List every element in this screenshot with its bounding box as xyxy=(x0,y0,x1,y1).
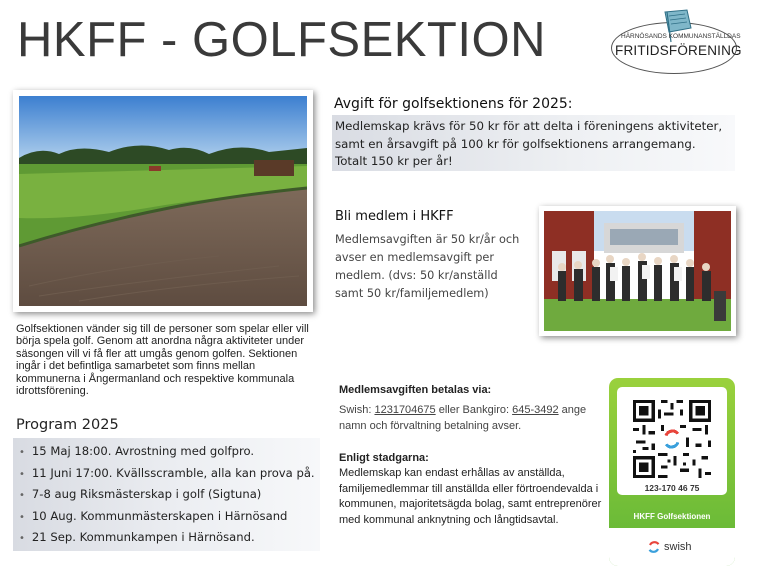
swish-recipient-name: HKFF Golfsektionen xyxy=(633,512,711,521)
payment-note: ange namn och förvaltning betalning avser. xyxy=(339,404,587,432)
program-item: • 15 Maj 18:00. Avrostning med golfpro. xyxy=(19,441,320,463)
membership-title: Bli medlem i HKFF xyxy=(335,209,454,224)
fee-line: samt en årsavgift på 100 kr för golfsektionens arrangemang. xyxy=(335,136,696,151)
bankgiro-label: eller Bankgiro: xyxy=(435,404,513,416)
membership-line: avser en medlemsavgift per xyxy=(335,251,494,264)
swish-brand-bar xyxy=(609,528,735,566)
qr-code-icon[interactable] xyxy=(633,400,711,478)
membership-line: medlem. (dvs: 50 kr/anställd xyxy=(335,269,498,282)
statutes-text: Medlemskap kan endast erhållas av anställda, familjemedlemmar till anställda eller förtroendevalda i kommunen, majoritetsägda bolag, samt entreprenörer med kommunal anknytning och långtidsavtal. xyxy=(339,467,602,527)
program-item: • 21 Sep. Kommunkampen i Härnösand. xyxy=(19,527,320,549)
payment-title: Medlemsavgiften betalas via: xyxy=(339,384,492,396)
program-item: • 10 Aug. Kommunmästerskapen i Härnösand xyxy=(19,506,320,528)
program-list xyxy=(19,441,320,549)
bankgiro-number-link[interactable]: 645-3492 xyxy=(512,404,559,416)
swish-icon xyxy=(647,540,661,554)
payment-text xyxy=(339,402,609,434)
membership-line: Medlemsavgiften är 50 kr/år och xyxy=(335,233,520,246)
page-title: HKFF - GOLFSEKTION xyxy=(17,13,546,67)
logo-top-text: HÄRNÖSANDS KOMMUNANSTÄLLDAS xyxy=(621,33,741,40)
fee-line: Medlemskap krävs för 50 kr för att delta i föreningens aktiviteter, xyxy=(335,119,723,133)
fee-title: Avgift för golfsektionens för 2025: xyxy=(334,96,573,112)
intro-text: Golfsektionen vänder sig till de personer som spelar eller vill börja spela golf. Genom att anordna några aktiviteter under säsongen vill vi få fler att umgås genom golfen. Sektionen ingår i det befintliga samarbetet som finns mellan kommunerna i Ångermanland och respektive kommunala idrottsförening. xyxy=(16,323,309,398)
swish-number-link[interactable]: 1231704675 xyxy=(374,404,436,416)
statutes-title: Enligt stadgarna: xyxy=(339,452,429,464)
logo-main-text: FRITIDSFÖRENING xyxy=(615,43,742,58)
program-list-box xyxy=(13,438,320,551)
swish-brand-text: swish xyxy=(664,541,692,553)
golf-group-photo xyxy=(539,206,736,336)
program-title: Program 2025 xyxy=(16,417,119,433)
program-item: • 11 Juni 17:00. Kvällsscramble, alla kan prova på. xyxy=(19,463,320,485)
swish-qr-card xyxy=(609,378,735,566)
qr-number: 123-170 46 75 xyxy=(644,483,700,493)
membership-text xyxy=(335,231,535,303)
swish-logo xyxy=(647,540,692,554)
swish-label: Swish: xyxy=(339,404,375,416)
fee-total: Totalt 150 kr per år! xyxy=(335,154,453,168)
program-item: • 7-8 aug Riksmästerskap i golf (Sigtuna) xyxy=(19,484,320,506)
membership-line: samt 50 kr/familjemedlem) xyxy=(335,287,489,300)
fee-box xyxy=(332,115,735,171)
golf-course-photo xyxy=(13,90,313,312)
hkff-logo xyxy=(611,8,742,78)
